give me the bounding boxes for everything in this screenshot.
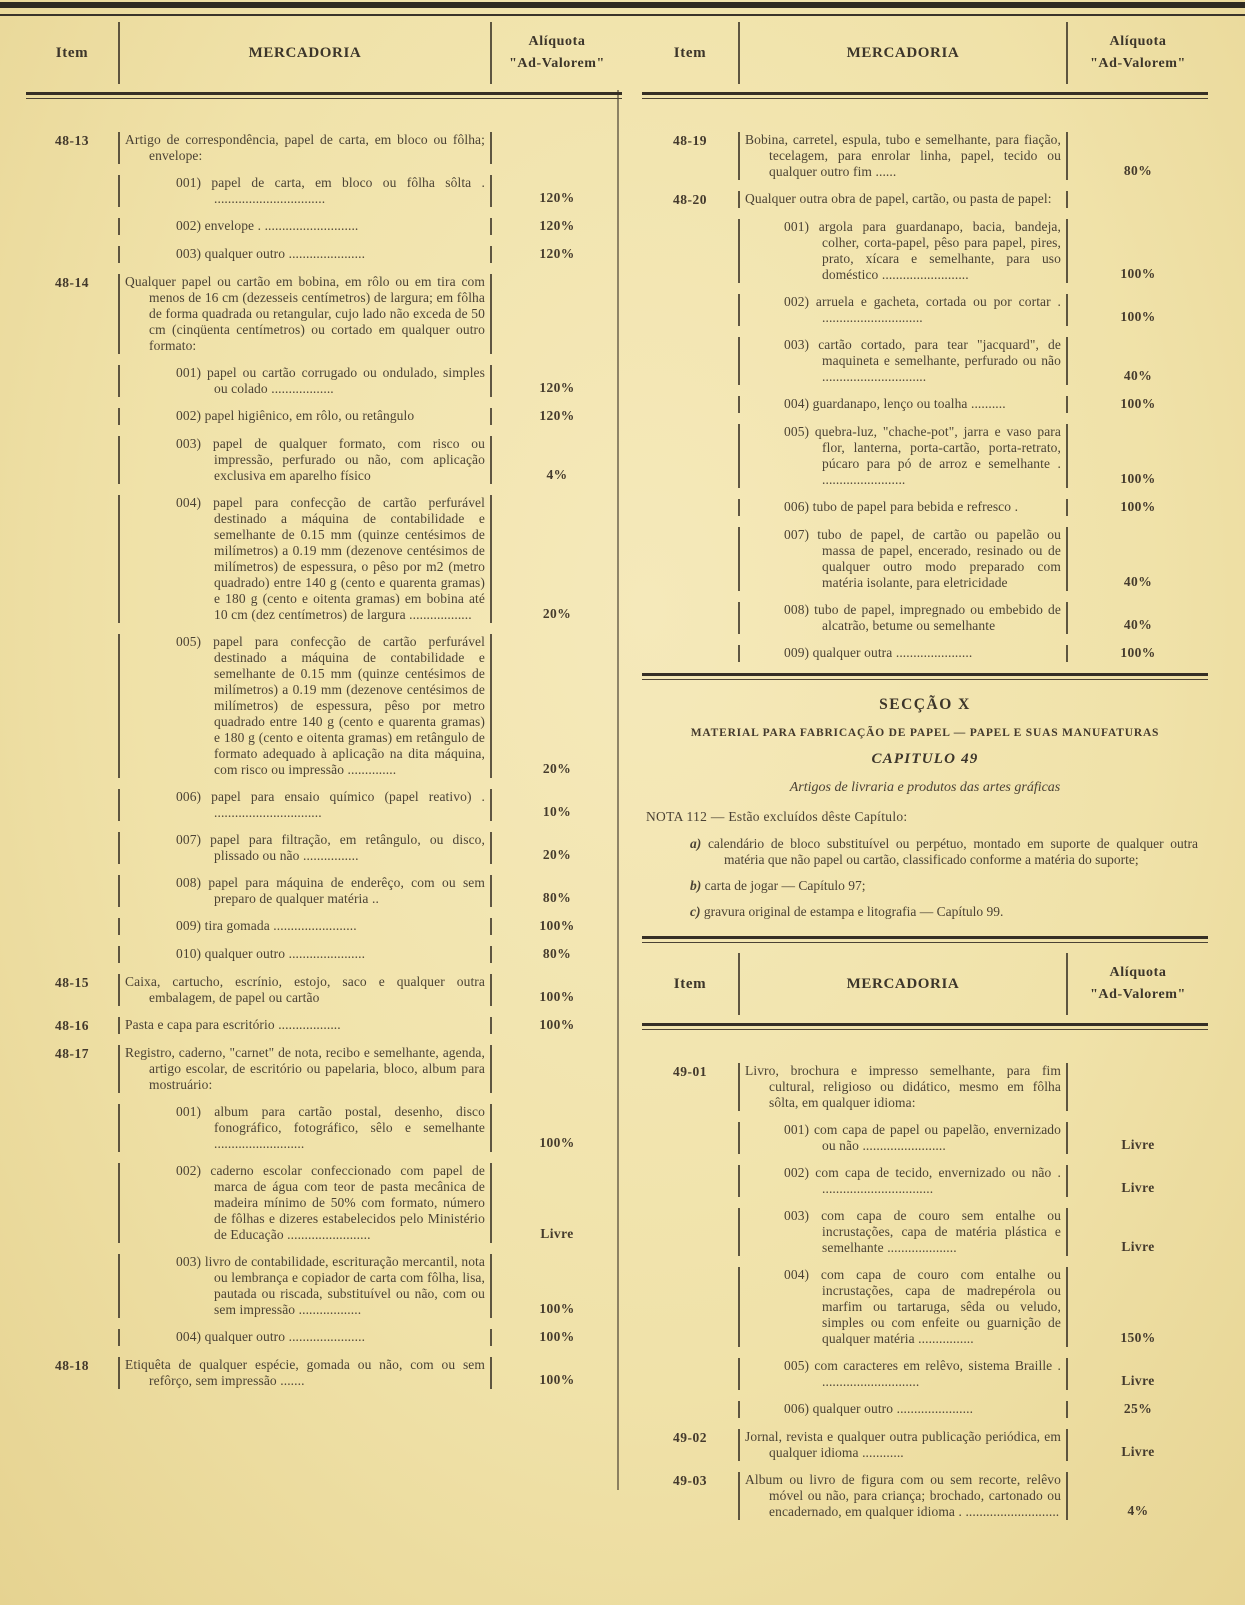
description-text: 005) papel para confecção de cartão perfurável destinado a máquina de contabilidade e semelhante de 0.15 mm (quinze centésimos de milímetros) a 0.19 mm (dezenove centésimos de milímetros) de espessura, pêso por metro quadrado entre 140 g (cento e quarenta gramas) e 180 g (cento e oitenta gramas) em retângulo de formato adequado à aplicação na dita máquina, com risco ou impressão .............. [176, 634, 485, 777]
table-row [642, 1401, 1208, 1418]
table-row [26, 246, 622, 263]
table-row [642, 1429, 1208, 1461]
table-row [642, 1122, 1208, 1154]
description-text: 006) papel para ensaio químico (papel reativo) . ............................... [176, 789, 485, 820]
row-description [738, 1358, 1068, 1390]
description-text: 001) album para cartão postal, desenho, disco fonográfico, fotográfico, sêlo e semelhante .......................... [176, 1104, 485, 1151]
header-item-label: Item [673, 44, 707, 61]
header-rule [642, 92, 1208, 99]
rate-value: 150% [1120, 1330, 1156, 1345]
right-table-top-rows [642, 99, 1208, 662]
description-text: 004) guardanapo, lenço ou toalha .......... [784, 396, 1006, 411]
table-row [26, 132, 622, 164]
row-description [738, 1429, 1068, 1461]
description-text: 006) qualquer outro ...................... [784, 1401, 974, 1416]
description-text: 008) tubo de papel, impregnado ou embebido de alcatrão, betume ou semelhante [784, 602, 1061, 633]
item-number [642, 396, 738, 413]
rate-value [492, 353, 622, 354]
row-description [118, 1329, 492, 1346]
row-description [118, 1104, 492, 1152]
row-description [118, 1254, 492, 1318]
table-row [642, 424, 1208, 488]
table-row [642, 602, 1208, 634]
item-number [642, 424, 738, 488]
item-number [642, 602, 738, 634]
item-number [26, 1163, 118, 1243]
page-columns [0, 12, 1245, 1531]
rate-value: 80% [542, 890, 572, 905]
description-text: Etiquêta de qualquer espécie, gomada ou não, com ou sem refôrço, sem impressão ....... [125, 1357, 485, 1388]
description-text: 002) envelope . ........................... [176, 218, 359, 233]
table-row [26, 1045, 622, 1093]
item-number: 48-16 [55, 1018, 89, 1033]
rate-value: Livre [1121, 1373, 1155, 1388]
table-row [26, 1017, 622, 1034]
description-text: 003) cartão cortado, para tear "jacquard", de maquineta e semelhante, perfurado ou não .............................. [784, 337, 1061, 384]
description-text: Pasta e capa para escritório .................. [125, 1017, 341, 1032]
item-number [26, 832, 118, 864]
item-number [26, 408, 118, 425]
rate-value: 100% [539, 1329, 575, 1344]
note-exclusion-item: c) gravura original de estampa e litografia — Capítulo 99. [690, 904, 1004, 919]
header-mercadoria-label: MERCADORIA [738, 22, 1068, 84]
item-number [642, 1401, 738, 1418]
table-row [642, 527, 1208, 591]
item-number [642, 1208, 738, 1256]
row-description [738, 1165, 1068, 1197]
item-number: 48-19 [673, 133, 707, 148]
row-description [118, 1163, 492, 1243]
row-description [118, 218, 492, 235]
right-column [642, 12, 1208, 1531]
description-text: 010) qualquer outro ...................... [176, 946, 366, 961]
row-description [118, 274, 492, 354]
row-description [738, 499, 1068, 516]
table-row [26, 634, 622, 778]
item-number: 49-02 [673, 1430, 707, 1445]
table-row [642, 1208, 1208, 1256]
table-row [26, 946, 622, 963]
chapter-subtitle: Artigos de livraria e produtos das artes gráficas [789, 780, 1061, 795]
row-description [118, 946, 492, 963]
description-text: 005) com caracteres em relêvo, sistema Braille . ............................ [784, 1358, 1061, 1389]
description-text: 002) arruela e gacheta, cortada ou por cortar . ............................. [784, 294, 1061, 325]
item-number [642, 1165, 738, 1197]
item-number [26, 1329, 118, 1346]
right-table-top-header [642, 12, 1208, 92]
row-description [738, 132, 1068, 180]
note-exclusion-item: a) calendário de bloco substituível ou perpétuo, montado em suporte de qualquer outra matéria que não papel ou cartão, classificado conforme a matéria do suporte; [690, 836, 1198, 867]
table-row [642, 1358, 1208, 1390]
item-number [642, 645, 738, 662]
item-number [642, 219, 738, 283]
row-description [118, 832, 492, 864]
header-rule [26, 92, 622, 99]
row-description [738, 527, 1068, 591]
rate-value: 100% [539, 1135, 575, 1150]
table-row [642, 191, 1208, 208]
aliquota-line2: "Ad-Valorem" [509, 56, 605, 71]
rate-value: 100% [539, 918, 575, 933]
rate-value: 4% [546, 467, 568, 482]
left-column [26, 12, 622, 1531]
item-number [26, 946, 118, 963]
rate-value: 10% [542, 804, 572, 819]
table-row [26, 436, 622, 484]
table-row [26, 408, 622, 425]
row-description [118, 974, 492, 1006]
exclusion-letter: c) [690, 904, 704, 919]
rate-value: 120% [539, 190, 575, 205]
row-description [738, 602, 1068, 634]
aliquota-line1: Alíquota [528, 33, 586, 49]
rate-value [1068, 207, 1208, 208]
table-row [642, 499, 1208, 516]
item-number [26, 634, 118, 778]
rate-value: 40% [1123, 574, 1153, 589]
right-table-bottom-header [642, 943, 1208, 1023]
description-text: 005) quebra-luz, "chache-pot", jarra e vaso para flor, lanterna, porta-cartão, porta-retrato, púcaro para pó de arroz e semelhante . ........................ [784, 424, 1061, 487]
section-title: SECÇÃO X [879, 696, 971, 713]
rate-value: 25% [1123, 1401, 1153, 1416]
item-number: 48-18 [55, 1358, 89, 1373]
rate-value: 100% [1120, 266, 1156, 281]
table-row [26, 1254, 622, 1318]
description-text: 007) tubo de papel, de cartão ou papelão ou massa de papel, encerado, resinado ou de qualquer outro modo preparado com matéria isolante, para eletricidade [784, 527, 1061, 590]
item-number [26, 875, 118, 907]
note-exclusion-item: b) carta de jogar — Capítulo 97; [690, 878, 866, 893]
row-description [118, 175, 492, 207]
left-table-rows [26, 99, 622, 1389]
rate-value: 100% [539, 989, 575, 1004]
header-mercadoria-label: MERCADORIA [118, 22, 492, 84]
description-text: 003) livro de contabilidade, escrituração mercantil, nota ou lembrança e copiador de carta com fôlha, lisa, pautada ou riscada, substituível ou não, com ou sem impressão .................. [176, 1254, 485, 1317]
row-description [738, 191, 1068, 208]
row-description [118, 132, 492, 164]
table-row [642, 132, 1208, 180]
rate-value: 100% [1120, 499, 1156, 514]
item-number: 49-03 [673, 1473, 707, 1488]
table-row [642, 337, 1208, 385]
description-text: 002) com capa de tecido, envernizado ou não . ................................ [784, 1165, 1061, 1196]
item-number [26, 1254, 118, 1318]
rate-value: 40% [1123, 368, 1153, 383]
row-description [118, 1045, 492, 1093]
chapter-title: CAPITULO 49 [871, 751, 979, 767]
row-description [738, 645, 1068, 662]
table-row [642, 219, 1208, 283]
table-row [642, 396, 1208, 413]
row-description [118, 789, 492, 821]
rate-value: 100% [539, 1372, 575, 1387]
row-description [118, 408, 492, 425]
item-number: 48-15 [55, 975, 89, 990]
rate-value: 20% [542, 847, 572, 862]
rate-value: Livre [1121, 1444, 1155, 1459]
rate-value: 20% [542, 761, 572, 776]
row-description [118, 918, 492, 935]
header-aliquota-label [492, 22, 622, 84]
rate-value: 100% [1120, 645, 1156, 660]
exclusion-letter: b) [690, 878, 705, 893]
header-rule [642, 1023, 1208, 1030]
description-text: 001) papel de carta, em bloco ou fôlha sôlta . ................................ [176, 175, 485, 206]
item-number: 48-20 [673, 192, 707, 207]
table-row [26, 495, 622, 623]
item-number [26, 218, 118, 235]
item-number [642, 294, 738, 326]
rate-value: Livre [1121, 1137, 1155, 1152]
table-row [642, 1165, 1208, 1197]
rate-value: 120% [539, 380, 575, 395]
item-number [26, 918, 118, 935]
table-end-rule [642, 673, 1208, 680]
rate-value: 100% [1120, 309, 1156, 324]
row-description [738, 396, 1068, 413]
description-text: 004) qualquer outro ...................... [176, 1329, 366, 1344]
right-table-bottom-rows [642, 1030, 1208, 1520]
row-description [738, 424, 1068, 488]
description-text: Registro, caderno, "carnet" de nota, recibo e semelhante, agenda, artigo escolar, de escritório ou papelaria, bloco, album para mostruário: [125, 1045, 485, 1092]
table-row [26, 218, 622, 235]
table-row [26, 1104, 622, 1152]
rate-value [1068, 1110, 1208, 1111]
item-number [642, 1122, 738, 1154]
row-description [738, 219, 1068, 283]
description-text: Livro, brochura e impresso semelhante, para fim cultural, religioso ou didático, mesmo em fôlha sôlta, em qualquer idioma: [745, 1063, 1061, 1110]
exclusion-letter: a) [690, 836, 708, 851]
item-number [26, 1104, 118, 1152]
row-description [118, 246, 492, 263]
row-description [738, 1401, 1068, 1418]
table-row [26, 1163, 622, 1243]
item-number [26, 495, 118, 623]
aliquota-line2: "Ad-Valorem" [1090, 56, 1186, 71]
description-text: Caixa, cartucho, escrínio, estojo, saco e qualquer outra embalagem, de papel ou cartão [125, 974, 485, 1005]
row-description [118, 634, 492, 778]
rate-value: 120% [539, 246, 575, 261]
item-number [26, 175, 118, 207]
rate-value: Livre [1121, 1239, 1155, 1254]
header-aliquota-label [1068, 22, 1208, 84]
item-number [642, 1358, 738, 1390]
description-text: Artigo de correspondência, papel de carta, em bloco ou fôlha; envelope: [125, 132, 485, 163]
row-description [118, 365, 492, 397]
description-text: 003) com capa de couro sem entalhe ou incrustações, capa de matéria plástica e semelhante .................... [784, 1208, 1061, 1255]
description-text: Bobina, carretel, espula, tubo e semelhante, para fiação, tecelagem, para enrolar linha, papel, tecido ou qualquer outro fim ...... [745, 132, 1061, 179]
description-text: Qualquer papel ou cartão em bobina, em rôlo ou em tira com menos de 16 cm (dezesseis centímetros) de largura; em fôlha de forma quadrada ou retangular, cujo lado não exceda de 50 cm (cinqüenta centímetros) ou cortado em qualquer outro formato: [125, 274, 485, 353]
rate-value: 20% [542, 606, 572, 621]
table-row [26, 365, 622, 397]
header-aliquota-label [1068, 953, 1208, 1015]
description-text: Album ou livro de figura com ou sem recorte, relêvo móvel ou não, para criança; brochado, cartonado ou encadernado, em qualquer idioma . ........................... [745, 1472, 1061, 1519]
table-row [642, 1472, 1208, 1520]
left-table-header [26, 12, 622, 92]
item-number: 49-01 [673, 1064, 707, 1079]
row-description [118, 1017, 492, 1034]
description-text: 006) tubo de papel para bebida e refresco . [784, 499, 1019, 514]
rate-value: 100% [539, 1017, 575, 1032]
section-end-rule [642, 936, 1208, 943]
table-row [642, 1063, 1208, 1111]
description-text: 001) com capa de papel ou papelão, envernizado ou não ........................ [784, 1122, 1061, 1153]
table-row [26, 175, 622, 207]
rate-value [492, 163, 622, 164]
row-description [738, 1267, 1068, 1347]
item-number [642, 1267, 738, 1347]
row-description [118, 436, 492, 484]
row-description [738, 1063, 1068, 1111]
item-number [642, 499, 738, 516]
aliquota-line1: Alíquota [1109, 964, 1167, 980]
rate-value: 80% [1123, 163, 1153, 178]
item-number [642, 527, 738, 591]
rate-value: 4% [1127, 1503, 1149, 1518]
section-block [642, 680, 1208, 936]
section-material-line: MATERIAL PARA FABRICAÇÃO DE PAPEL — PAPEL E SUAS MANUFATURAS [690, 727, 1160, 739]
row-description [118, 1357, 492, 1389]
header-mercadoria-label: MERCADORIA [738, 953, 1068, 1015]
table-row [26, 1329, 622, 1346]
description-text: 009) qualquer outra ...................... [784, 645, 973, 660]
description-text: Qualquer outra obra de papel, cartão, ou pasta de papel: [745, 191, 1052, 206]
row-description [738, 294, 1068, 326]
description-text: 007) papel para filtração, em retângulo, ou disco, plissado ou não ................ [176, 832, 485, 863]
item-number: 48-13 [55, 133, 89, 148]
item-number [26, 246, 118, 263]
row-description [738, 1472, 1068, 1520]
description-text: 009) tira gomada ........................ [176, 918, 357, 933]
rate-value: 80% [542, 946, 572, 961]
header-item-label: Item [673, 975, 707, 992]
description-text: 001) argola para guardanapo, bacia, bandeja, colher, corta-papel, pêso para papel, pires, prato, xícara e semelhante, para uso doméstico ......................... [784, 219, 1061, 282]
rate-value: 100% [1120, 396, 1156, 411]
description-text: 003) qualquer outro ...................... [176, 246, 366, 261]
description-text: 003) papel de qualquer formato, com risco ou impressão, perfurado ou não, com aplicação exclusiva em aparelho físico [176, 436, 485, 483]
header-item-label: Item [55, 44, 89, 61]
table-row [26, 274, 622, 354]
row-description [738, 1208, 1068, 1256]
description-text: 008) papel para máquina de enderêço, com ou sem preparo de qualquer matéria .. [176, 875, 485, 906]
description-text: 004) com capa de couro com entalhe ou incrustações, capa de madrepérola ou marfim ou tartaruga, sêda ou veludo, simples ou com enfeite ou guarnição de qualquer matéria ................ [784, 1267, 1061, 1346]
table-row [26, 875, 622, 907]
aliquota-line2: "Ad-Valorem" [1090, 987, 1186, 1002]
table-row [26, 789, 622, 821]
row-description [118, 495, 492, 623]
rate-value: 120% [539, 408, 575, 423]
description-text: Jornal, revista e qualquer outra publicação periódica, em qualquer idioma ............ [745, 1429, 1061, 1460]
table-row [642, 294, 1208, 326]
table-row [26, 918, 622, 935]
table-row [642, 645, 1208, 662]
item-number [26, 365, 118, 397]
table-row [26, 974, 622, 1006]
rate-value: 40% [1123, 617, 1153, 632]
rate-value: Livre [1121, 1180, 1155, 1195]
item-number [26, 436, 118, 484]
rate-value: 100% [1120, 471, 1156, 486]
rate-value: Livre [540, 1226, 574, 1241]
item-number: 48-17 [55, 1046, 89, 1061]
description-text: 001) papel ou cartão corrugado ou ondulado, simples ou colado .................. [176, 365, 485, 396]
table-row [642, 1267, 1208, 1347]
row-description [738, 337, 1068, 385]
table-row [26, 832, 622, 864]
nota-line: NOTA 112 — Estão excluídos dêste Capítulo: [646, 809, 908, 824]
table-row [26, 1357, 622, 1389]
rate-value: 120% [539, 218, 575, 233]
item-number: 48-14 [55, 275, 89, 290]
row-description [118, 875, 492, 907]
row-description [738, 1122, 1068, 1154]
rate-value: 100% [539, 1301, 575, 1316]
description-text: 002) papel higiênico, em rôlo, ou retângulo [176, 408, 415, 423]
description-text: 002) caderno escolar confeccionado com papel de marca de água com teor de pasta mecânica de madeira mínimo de 50% com formato, número de fôlhas e dizeres estabelecidos pelo Ministério de Educação ........................ [176, 1163, 485, 1242]
aliquota-line1: Alíquota [1109, 33, 1167, 49]
description-text: 004) papel para confecção de cartão perfurável destinado a máquina de contabilidade e semelhante de 0.15 mm (quinze centésimos de milímetros) a 0.19 mm (dezenove centésimos de milímetros) de espessura, o pêso por m2 (metro quadrado) entre 140 g (cento e quarenta gramas) e 180 g (cento e oitenta gramas) em bobina até 10 cm (dez centímetros) de largura .................. [176, 495, 485, 622]
rate-value [492, 1092, 622, 1093]
item-number [26, 789, 118, 821]
item-number [642, 337, 738, 385]
nota-exclusions [646, 836, 1204, 920]
